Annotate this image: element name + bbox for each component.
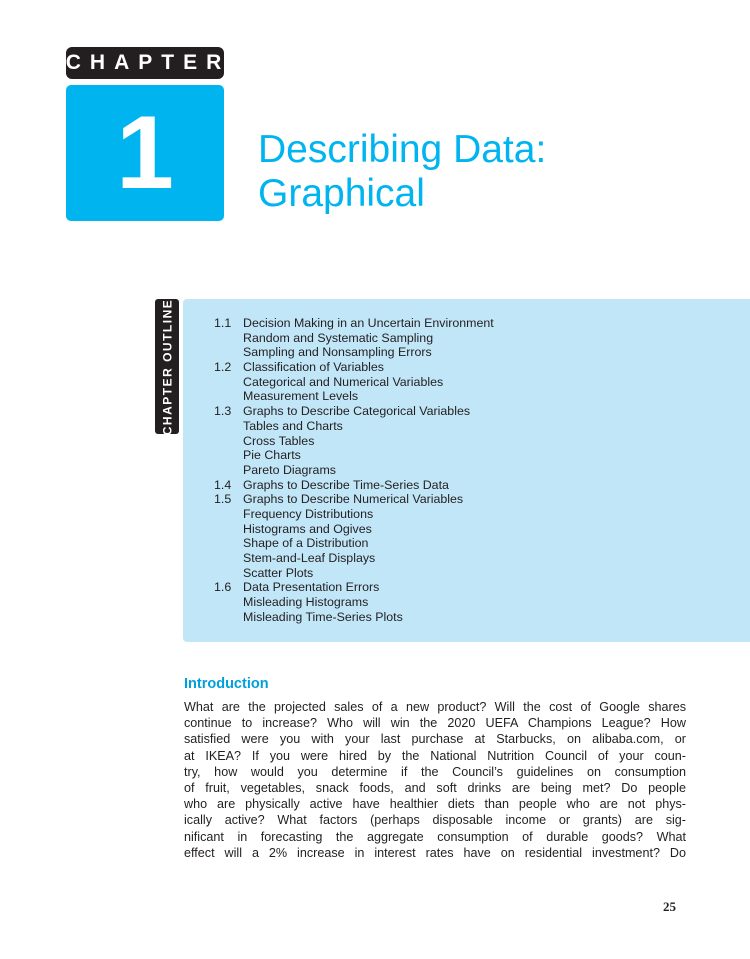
paragraph-line: try, how would you determine if the Council’s guidelines on consumption — [184, 764, 686, 779]
outline-item-text: Graphs to Describe Time-Series Data — [243, 477, 449, 492]
paragraph-line: What are the projected sales of a new product? Will the cost of Google shares — [184, 700, 686, 714]
outline-item — [214, 507, 634, 522]
outline-item — [214, 331, 634, 346]
chapter-title-line: Graphical — [258, 172, 425, 215]
outline-item-text: Categorical and Numerical Variables — [243, 374, 444, 389]
outline-item — [214, 478, 634, 493]
paragraph-line: of fruit, vegetables, snack foods, and soft drinks are being met? Do people — [184, 780, 686, 795]
outline-item-text: Scatter Plots — [243, 565, 314, 580]
outline-item — [214, 551, 634, 566]
paragraph-line: effect will a 2% increase in interest rates have on residential investment? Do — [184, 845, 686, 860]
outline-item-text: Frequency Distributions — [243, 506, 374, 521]
outline-item — [214, 375, 634, 390]
outline-item-text: Misleading Histograms — [243, 595, 369, 610]
chapter-outline-label — [155, 299, 179, 434]
paragraph-line: who are physically active have healthier diets than people who are not phys- — [184, 797, 686, 812]
chapter-title-line: Describing Data: — [258, 128, 547, 171]
outline-item-text: Pareto Diagrams — [243, 462, 336, 477]
outline-item — [214, 448, 634, 463]
outline-item — [214, 536, 634, 551]
chapter-outline-list — [214, 316, 634, 624]
outline-item — [214, 345, 634, 360]
outline-item — [214, 360, 634, 375]
outline-item-text: Stem-and-Leaf Displays — [243, 551, 376, 565]
outline-item — [214, 580, 634, 595]
chapter-outline-label-text: CHAPTER OUTLINE — [160, 298, 174, 435]
outline-item-text: Pie Charts — [243, 448, 301, 463]
outline-item — [214, 463, 634, 478]
introduction-paragraph — [184, 699, 686, 861]
outline-item — [214, 404, 634, 419]
outline-item-number: 1.4 — [214, 477, 232, 492]
outline-item-text: Shape of a Distribution — [243, 536, 369, 551]
outline-item — [214, 389, 634, 404]
chapter-number: 1 — [116, 95, 174, 211]
chapter-title — [258, 128, 718, 216]
outline-item-number: 1.5 — [214, 492, 232, 507]
outline-item-text: Graphs to Describe Numerical Variables — [243, 492, 464, 507]
page-number: 25 — [663, 899, 676, 914]
outline-item-number: 1.2 — [214, 360, 232, 375]
outline-item-text: Measurement Levels — [243, 389, 359, 404]
outline-item — [214, 566, 634, 581]
paragraph-line: satisfied were you with your last purchase at Starbucks, on alibaba.com, or — [184, 732, 686, 747]
outline-item — [214, 522, 634, 537]
outline-item-text: Sampling and Nonsampling Errors — [243, 345, 432, 360]
outline-item — [214, 434, 634, 449]
paragraph-line: ically active? What factors (perhaps disposable income or grants) are sig- — [184, 813, 686, 828]
outline-item — [214, 610, 634, 625]
outline-item-text: Classification of Variables — [243, 360, 384, 375]
outline-item-text: Decision Making in an Uncertain Environment — [243, 316, 494, 330]
outline-item-number: 1.1 — [214, 316, 232, 330]
outline-item-text: Histograms and Ogives — [243, 521, 372, 536]
outline-item — [214, 595, 634, 610]
outline-item-text: Tables and Charts — [243, 418, 343, 433]
outline-item-number: 1.6 — [214, 580, 232, 595]
paragraph-line: at IKEA? If you were hired by the National Nutrition Council of your coun- — [184, 748, 686, 763]
paragraph-line: continue to increase? Who will win the 2020 UEFA Champions League? How — [184, 716, 686, 731]
outline-item-text: Random and Systematic Sampling — [243, 330, 434, 345]
outline-item-text: Cross Tables — [243, 433, 315, 448]
outline-item — [214, 419, 634, 434]
outline-item-text: Data Presentation Errors — [243, 580, 380, 595]
outline-item-number: 1.3 — [214, 404, 232, 419]
chapter-label-tab: CHAPTER — [66, 47, 224, 79]
outline-item-text: Graphs to Describe Categorical Variables — [243, 404, 471, 419]
outline-item-text: Misleading Time-Series Plots — [243, 609, 403, 624]
paragraph-line: nificant in forecasting the aggregate consumption of durable goods? What — [184, 829, 686, 844]
introduction-heading: Introduction — [184, 676, 269, 692]
outline-item — [214, 492, 634, 507]
outline-item — [214, 316, 634, 331]
